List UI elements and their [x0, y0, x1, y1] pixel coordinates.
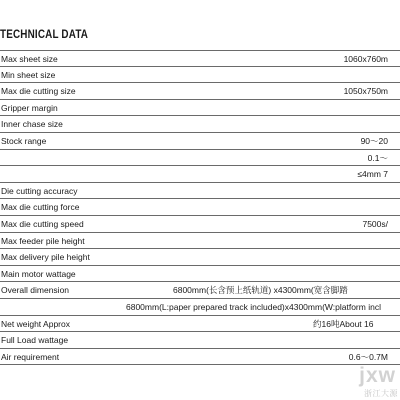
watermark — [320, 364, 400, 400]
spec-row-air-requirement — [0, 349, 400, 366]
spec-row-stock-range-2 — [0, 150, 400, 167]
spec-row-gripper-margin — [0, 100, 400, 117]
spec-value: 0.6～0.7M — [348, 351, 388, 362]
spec-label: Stock range — [1, 135, 47, 146]
technical-data-table — [0, 50, 400, 365]
spec-row-overall-dimension-2 — [0, 299, 400, 316]
spec-label: Die cutting accuracy — [1, 185, 78, 196]
spec-label: Main motor wattage — [1, 268, 76, 279]
spec-label: Max die cutting size — [1, 86, 76, 97]
spec-label: Full Load wattage — [1, 335, 69, 346]
spec-value: 6800mm(L:paper prepared track included)x4300mm(W:platform incl — [126, 301, 381, 312]
spec-value: ≤4mm 7 — [357, 169, 388, 180]
spec-value: 约16吨About 16 — [313, 318, 374, 329]
spec-value: 1060x760m — [343, 54, 388, 64]
spec-row-die-cutting-accuracy — [0, 183, 400, 200]
spec-label: Air requirement — [1, 351, 60, 362]
spec-row-max-sheet-size — [0, 50, 400, 67]
spec-label: Max feeder pile height — [1, 235, 85, 246]
spec-value: 6800mm(长含预上纸轨道) x4300mm(宽含脚踏 — [173, 285, 348, 296]
spec-row-stock-range-3 — [0, 166, 400, 183]
spec-label: Max delivery pile height — [1, 252, 90, 263]
section-title: TECHNICAL DATA — [0, 29, 89, 41]
spec-row-max-die-cutting-size — [0, 83, 400, 100]
spec-label: Max die cutting force — [1, 202, 80, 213]
spec-row-max-die-cutting-speed — [0, 216, 400, 233]
spec-row-max-delivery-pile-height — [0, 249, 400, 266]
spec-label: Max die cutting speed — [1, 218, 84, 229]
spec-row-main-motor-wattage — [0, 266, 400, 283]
spec-row-net-weight — [0, 316, 400, 333]
spec-value: 7500s/ — [362, 218, 388, 229]
spec-row-overall-dimension — [0, 282, 400, 299]
spec-row-max-die-cutting-force — [0, 199, 400, 216]
watermark-subtext: 浙江大源 — [364, 389, 398, 398]
spec-row-stock-range — [0, 133, 400, 150]
spec-row-min-sheet-size — [0, 67, 400, 84]
spec-value: 1050x750m — [343, 86, 388, 97]
spec-value: 90～20 — [360, 135, 388, 146]
spec-label: Gripper margin — [1, 102, 58, 113]
watermark-text: jxw — [359, 364, 396, 387]
spec-label: Min sheet size — [1, 69, 56, 80]
spec-row-inner-chase-size — [0, 116, 400, 133]
spec-label: Overall dimension — [1, 285, 70, 296]
spec-label: Inner chase size — [1, 119, 63, 130]
spec-label: Net weight Approx — [1, 318, 70, 329]
spec-row-max-feeder-pile-height — [0, 233, 400, 250]
spec-row-full-load-wattage — [0, 332, 400, 349]
spec-value: 0.1～ — [367, 152, 388, 163]
spec-label: Max sheet size — [1, 54, 58, 64]
